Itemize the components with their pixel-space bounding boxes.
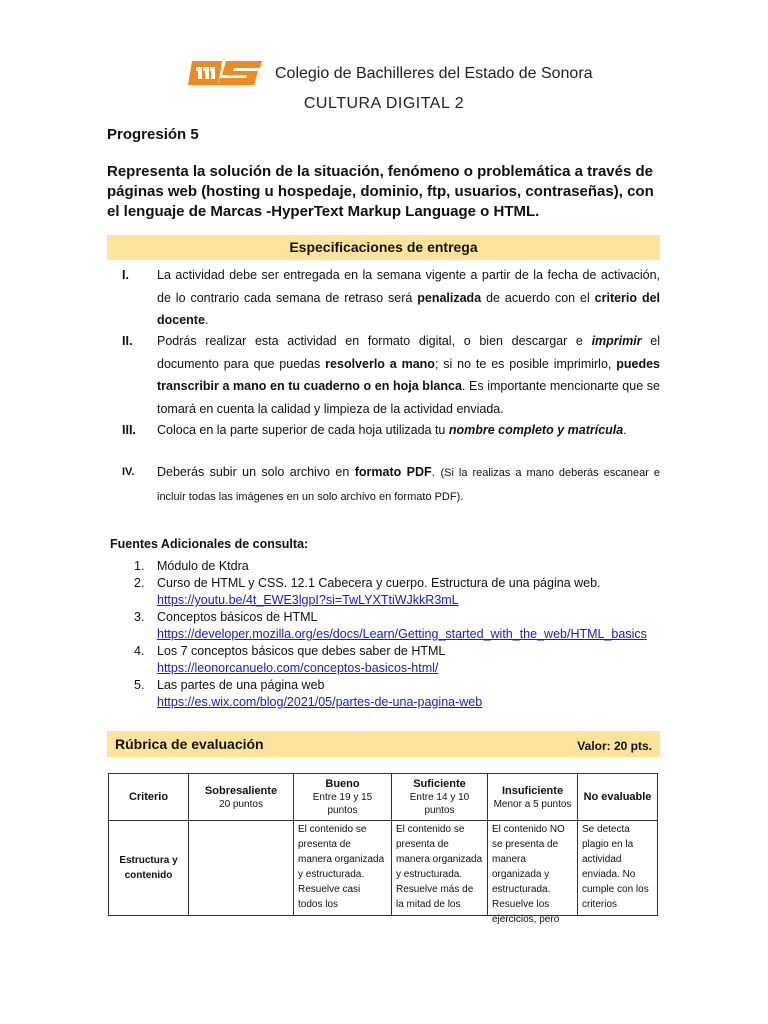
rubric-table [108, 773, 658, 925]
rubric-cell-sobresaliente [189, 821, 294, 916]
header-points: Menor a 5 puntos [493, 798, 572, 810]
header-points: Entre 19 y 15 puntos [312, 792, 373, 816]
specifications-title: Especificaciones de entrega [289, 239, 478, 255]
rubric-cell-bueno [294, 821, 392, 916]
source-link[interactable]: https://developer.mozilla.org/es/docs/Learn/Getting_started_with_the_web/HTML_basics [157, 627, 647, 641]
rubric-cell-suficiente [392, 821, 488, 916]
source-link[interactable]: https://es.wix.com/blog/2021/05/partes-de-una-pagina-web [157, 695, 483, 709]
rubric-header-suficiente [392, 774, 488, 821]
table-row [109, 821, 658, 916]
spec-item-number: IV. [122, 466, 135, 478]
header-label: Sobresaliente [204, 784, 278, 797]
sources-list [132, 558, 672, 711]
spec-item-number: III. [122, 423, 136, 437]
text-run: ; si no te es posible imprimirlo, [434, 356, 617, 371]
header-label: No evaluable [583, 791, 652, 803]
text-run: . [431, 465, 441, 479]
cell-text: El contenido se presenta de manera organizada y estructurada. Resuelve más de la mitad de los [396, 824, 483, 910]
bold-run: resolverlo a mano [325, 356, 435, 371]
header-label: Bueno [325, 778, 360, 790]
spec-item-text [157, 330, 660, 420]
sources-title: Fuentes Adicionales de consulta: [110, 537, 309, 551]
text-run: de acuerdo con el [481, 290, 595, 305]
text-run: Deberás subir un solo archivo en [157, 465, 355, 479]
source-number: 4. [134, 644, 145, 658]
source-text: Conceptos básicos de HTML [157, 610, 318, 624]
bold-italic-run: nombre completo y matrícula [448, 423, 624, 437]
source-link[interactable]: https://leonorcanuelo.com/conceptos-basicos-html/ [157, 661, 439, 675]
bold-italic-run: imprimir [591, 334, 642, 348]
source-number: 1. [134, 559, 145, 573]
spec-item-2 [107, 330, 660, 420]
spec-item-4 [107, 461, 660, 508]
source-text: Módulo de Ktdra [157, 559, 249, 573]
cell-text: El contenido se presenta de manera organizada y estructurada. Resuelve casi todos los [298, 824, 385, 910]
bold-run: puedes transcribir a mano en tu cuaderno o en hoja blanca [157, 356, 660, 393]
source-link[interactable]: https://youtu.be/4t_EWE3lgpI?si=TwLYXTtiWJkkR3mL [157, 593, 459, 607]
source-number: 2. [134, 576, 145, 590]
text-run: Coloca en la parte superior de cada hoja utilizada tu [157, 423, 449, 437]
rubric-header-insuficiente [488, 774, 578, 821]
source-item-2 [132, 575, 672, 609]
small-note: (Si la realizas a mano deberás escanear e incluir todas las imágenes en un solo archivo en formato PDF). [157, 467, 660, 503]
rubric-header-no-evaluable [578, 774, 658, 821]
header-label: Suficiente [413, 778, 466, 790]
rubric-header-row [109, 774, 658, 821]
specifications-header-bar [107, 235, 660, 260]
spec-item-text [157, 264, 660, 332]
cell-text [193, 822, 289, 914]
header-label: Insuficiente [501, 784, 564, 797]
cell-text: El contenido NO se presenta de manera organizada y estructurada. Resuelve los ejercicios, pero [492, 824, 565, 925]
source-item-5 [132, 677, 672, 711]
spec-item-1 [107, 264, 660, 332]
rubric-cell-no-evaluable [578, 821, 658, 916]
rubric-header-criterio [109, 774, 189, 821]
rubric-cell-insuficiente [488, 821, 578, 925]
spec-item-text [157, 419, 660, 442]
header-points: 20 puntos [219, 798, 263, 810]
source-number: 5. [134, 678, 145, 692]
bold-run: penalizada [417, 290, 482, 305]
rubric-header-sobresaliente [189, 774, 294, 821]
rubric-header-bueno [294, 774, 392, 821]
rubric-header-bar [107, 731, 660, 757]
bold-run: criterio del docente [157, 290, 661, 327]
rubric-title: Rúbrica de evaluación [115, 736, 264, 752]
spec-item-number: II. [122, 334, 133, 348]
spec-item-number: I. [122, 268, 129, 282]
bold-run: formato PDF [354, 465, 432, 479]
source-text: Los 7 conceptos básicos que debes saber de HTML [157, 644, 446, 658]
source-item-1 [132, 558, 672, 575]
progresion-title: Progresión 5 [107, 126, 199, 143]
source-number: 3. [134, 610, 145, 624]
source-text: Curso de HTML y CSS. 12.1 Cabecera y cuerpo. Estructura de una página web. [157, 576, 601, 590]
rubric-value: Valor: 20 pts. [577, 739, 652, 753]
header-points: Entre 14 y 10 puntos [409, 792, 470, 816]
source-text: Las partes de una página web [157, 678, 325, 692]
rubric-cell-criterio: Estructura y contenido [109, 821, 189, 916]
text-run: La actividad debe ser entregada en la semana vigente a partir de la fecha de activación, de lo contrario cada semana de retraso será [157, 268, 660, 305]
cell-text: Se detecta plagio en la actividad enviada. No cumple con los criterios [582, 824, 649, 910]
cobach-logo-icon [188, 58, 262, 88]
spec-item-3 [107, 419, 660, 442]
progresion-description: Representa la solución de la situación, fenómeno o problemática a través de páginas web (hosting u hospedaje, dominio, ftp, usuarios, contraseñas), con el lenguaje de Marcas -HyperText Markup Language o HTML. [107, 163, 654, 220]
institution-name: Colegio de Bachilleres del Estado de Sonora [275, 65, 593, 82]
subject-title: CULTURA DIGITAL 2 [303, 95, 465, 112]
source-item-3 [132, 609, 672, 643]
spec-item-text [157, 461, 660, 508]
text-run: el documento para que puedas [157, 334, 661, 371]
text-run: . [623, 423, 627, 437]
source-item-4 [132, 643, 672, 677]
text-run: . Es importante mencionarte que se tomará en cuenta la calidad y limpieza de la actividad enviada. [157, 379, 660, 416]
text-run: Podrás realizar esta actividad en formato digital, o bien descargar e [157, 334, 592, 348]
header-label: Criterio [128, 791, 169, 803]
text-run: . [204, 313, 209, 327]
